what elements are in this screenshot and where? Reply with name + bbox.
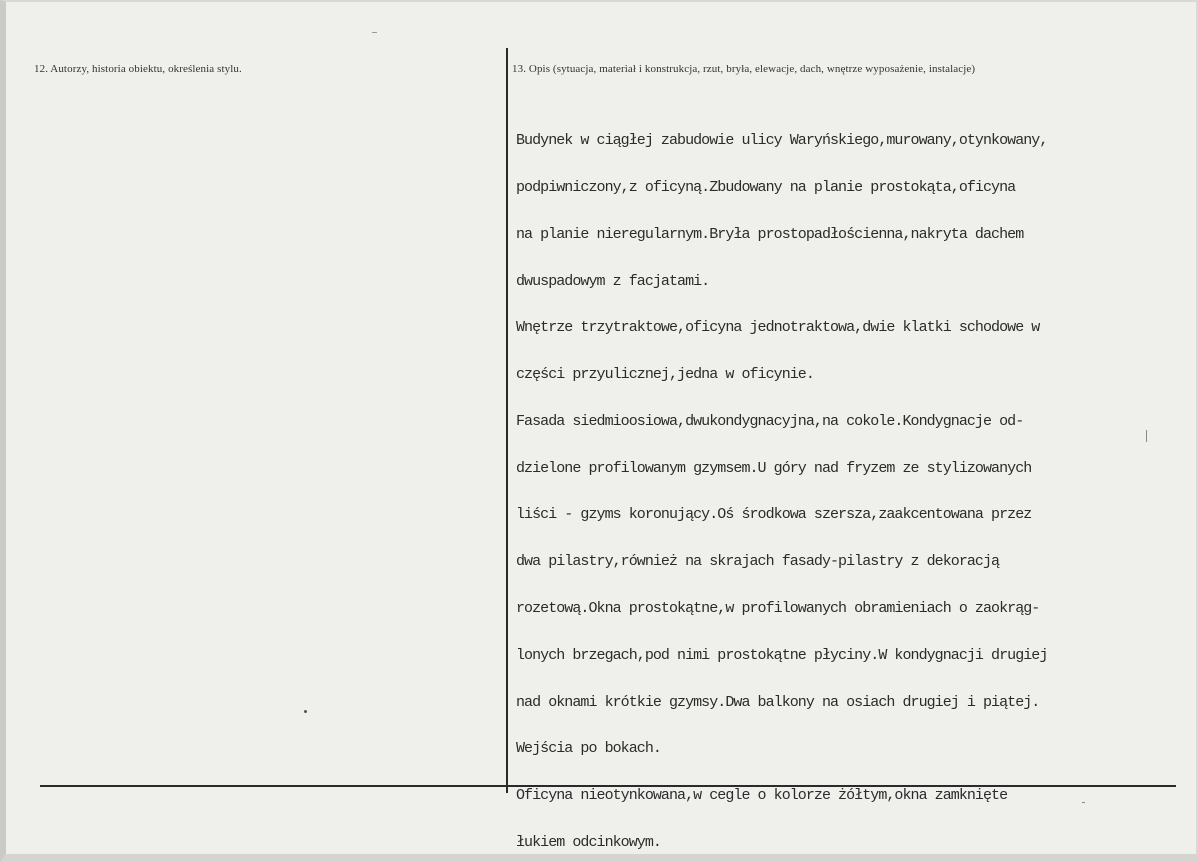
description-line: dwa pilastry,również na skrajach fasady-pilastry z dekoracją — [516, 553, 1000, 571]
description-line: Wnętrze trzytraktowe,oficyna jednotraktowa,dwie klatki schodowe w — [516, 319, 1040, 337]
description-line: nad oknami krótkie gzymsy.Dwa balkony na osiach drugiej i piątej. — [516, 693, 1040, 711]
description-line: lonych brzegach,pod nimi prostokątne płyciny.W kondygnacji drugiej — [516, 646, 1048, 664]
description-line: części przyulicznej,jedna w oficynie. — [516, 366, 814, 384]
paper-speck — [1082, 802, 1085, 803]
description-line: liści - gzyms koronujący.Oś środkowa szersza,zaakcentowana przez — [516, 506, 1032, 524]
paper-speck — [372, 32, 377, 33]
description-line: na planie nieregularnym.Bryła prostopadłościenna,nakryta dachem — [516, 225, 1024, 243]
description-line: Oficyna nieotynkowana,w cegle o kolorze żółtym,okna zamknięte — [516, 787, 1008, 805]
section-13-label: 13. Opis (sytuacja, materiał i konstrukcja, rzut, bryła, elewacje, dach, wnętrze wyposażenie, instalacje) — [512, 63, 976, 75]
description-line: Fasada siedmioosiowa,dwukondygnacyjna,na cokole.Kondygnacje od- — [516, 412, 1024, 430]
description-line: dwuspadowym z facjatami. — [516, 272, 710, 290]
section-12-label: 12. Autorzy, historia obiektu, określenia stylu. — [34, 63, 242, 75]
description-typed-text — [516, 102, 1198, 862]
paper-speck — [304, 710, 307, 713]
description-line: łukiem odcinkowym. — [516, 833, 661, 851]
paper-speck — [1146, 430, 1147, 442]
description-line: Wejścia po bokach. — [516, 740, 661, 758]
description-line: podpiwniczony,z oficyną.Zbudowany na planie prostokąta,oficyna — [516, 178, 1016, 196]
description-line: Budynek w ciągłej zabudowie ulicy Waryńskiego,murowany,otynkowany, — [516, 132, 1048, 150]
description-line: rozetową.Okna prostokątne,w profilowanych obramieniach o zaokrąg- — [516, 600, 1040, 617]
column-divider — [506, 48, 508, 793]
description-line: dzielone profilowanym gzymsem.U góry nad fryzem ze stylizowanych — [516, 459, 1032, 477]
